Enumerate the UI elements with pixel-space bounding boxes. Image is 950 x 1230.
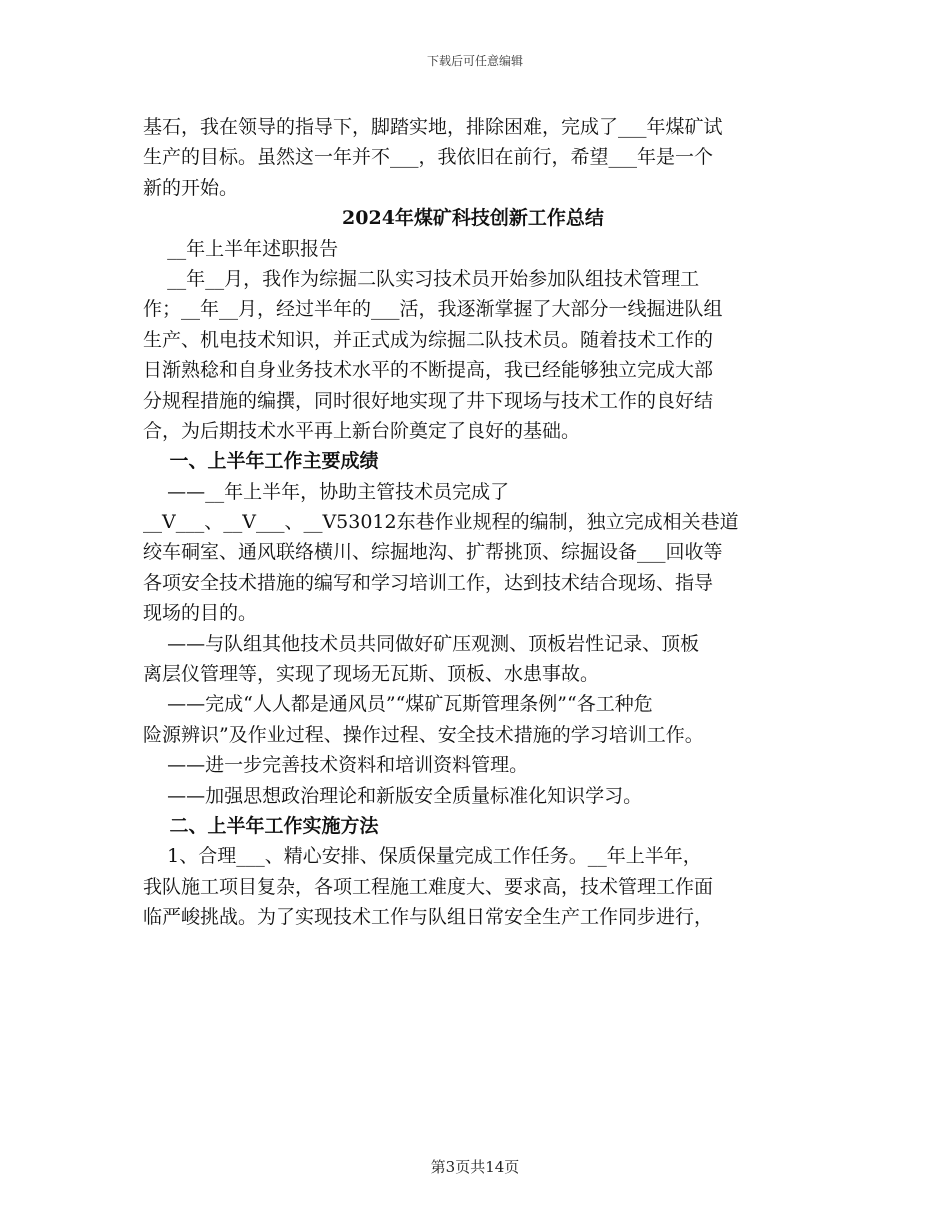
section-heading-1: 一、上半年工作主要成绩 (143, 450, 379, 473)
body-line: __V___、__V___、__V53012东巷作业规程的编制，独立完成相关巷道 (143, 511, 739, 534)
document-title: 2024年煤矿科技创新工作总结 (342, 207, 604, 230)
section-heading-2: 二、上半年工作实施方法 (143, 814, 379, 837)
body-line: 分规程措施的编撰，同时很好地实现了井下现场与技术工作的良好结 (143, 389, 714, 412)
body-line: ——进一步完善技术资料和培训资料管理。 (143, 754, 529, 777)
body-line: 各项安全技术措施的编写和学习培训工作，达到技术结合现场、指导 (143, 571, 714, 594)
body-line: 新的开始。 (143, 176, 239, 199)
body-line: 生产、机电技术知识，并正式成为综掘二队技术员。随着技术工作的 (143, 328, 714, 351)
body-line: 离层仪管理等，实现了现场无瓦斯、顶板、水患事故。 (143, 663, 600, 686)
body-line: 基石，我在领导的指导下，脚踏实地，排除困难，完成了___年煤矿试 (143, 116, 723, 138)
body-line: 绞车硐室、通风联络横川、综掘地沟、扩帮挑顶、综掘设备___回收等 (143, 541, 723, 564)
body-line: 现场的目的。 (143, 602, 258, 625)
body-line: 合，为后期技术水平再上新台阶奠定了良好的基础。 (143, 419, 581, 442)
body-line: 1、合理___、精心安排、保质保量完成工作任务。__年上半年， (143, 845, 702, 868)
body-line: 险源辨识”及作业过程、操作过程、安全技术措施的学习培训工作。 (143, 723, 704, 746)
body-line: 日渐熟稔和自身业务技术水平的不断提高，我已经能够独立完成大部 (143, 359, 714, 382)
body-line: 生产的目标。虽然这一年并不___，我依旧在前行，希望___年是一个 (143, 146, 714, 169)
page-number: 第3页共14页 (430, 1158, 520, 1176)
body-line: 作；__年__月，经过半年的___活，我逐渐掌握了大部分一线掘进队组 (143, 298, 723, 321)
page-header: 下载后可任意编辑 (426, 54, 523, 68)
body-line: 我队施工项目复杂，各项工程施工难度大、要求高，技术管理工作面 (143, 875, 714, 898)
body-line: __年__月，我作为综掘二队实习技术员开始参加队组技术管理工 (143, 267, 700, 290)
body-line: 临严峻挑战。为了实现技术工作与队组日常安全生产工作同步进行， (143, 906, 714, 929)
body-line: ——与队组其他技术员共同做好矿压观测、顶板岩性记录、顶板 (143, 632, 700, 655)
document-body (143, 112, 803, 933)
body-line: __年上半年述职报告 (143, 237, 339, 260)
body-line: ——加强思想政治理论和新版安全质量标准化知识学习。 (143, 784, 643, 807)
body-line: ——__年上半年，协助主管技术员完成了 (143, 480, 510, 503)
body-line: ——完成“人人都是通风员”“煤矿瓦斯管理条例”“各工种危 (143, 693, 653, 716)
